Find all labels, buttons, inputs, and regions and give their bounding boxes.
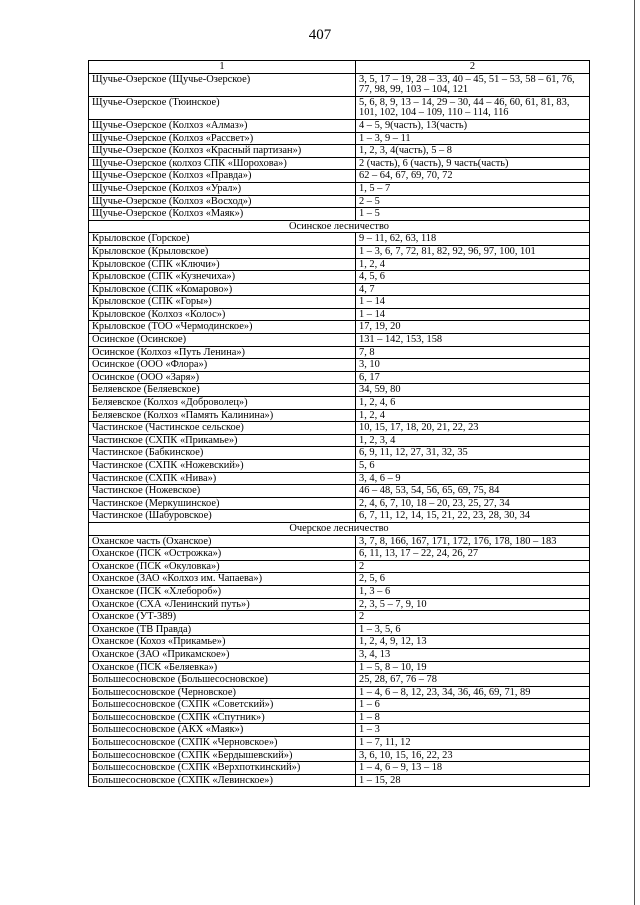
forestry-name-cell: Оханское (УТ-389) (89, 611, 356, 624)
quarter-numbers-cell: 5, 6 (356, 460, 590, 473)
forestry-name-cell: Большесосновское (АКХ «Маяк») (89, 724, 356, 737)
forestry-name-cell: Беляевское (Колхоз «Память Калинина») (89, 409, 356, 422)
quarter-numbers-cell: 2 (356, 560, 590, 573)
forestry-name-cell: Осинское (Осинское) (89, 334, 356, 347)
forestry-name-cell: Щучье-Озерское (Колхоз «Правда») (89, 170, 356, 183)
table-row (89, 636, 590, 649)
forestry-name-cell: Крыловское (Горское) (89, 233, 356, 246)
forestry-name-cell: Частинское (Бабкинское) (89, 447, 356, 460)
table-row (89, 460, 590, 473)
table-row (89, 258, 590, 271)
quarter-numbers-cell: 1, 2, 3, 4 (356, 434, 590, 447)
quarter-numbers-cell: 2, 5, 6 (356, 573, 590, 586)
quarter-numbers-cell: 3, 10 (356, 359, 590, 372)
table-row (89, 346, 590, 359)
quarter-numbers-cell: 1, 2, 4, 6 (356, 397, 590, 410)
forestry-name-cell: Оханское (Кохоз «Прикамье») (89, 636, 356, 649)
table-row (89, 737, 590, 750)
table-row (89, 686, 590, 699)
table-row (89, 371, 590, 384)
forestry-name-cell: Оханское (ПСК «Острожка») (89, 548, 356, 561)
forestry-name-cell: Большесосновское (Большесосновское) (89, 674, 356, 687)
forestry-name-cell: Крыловское (СПК «Ключи») (89, 258, 356, 271)
quarter-numbers-cell: 1, 5 – 7 (356, 182, 590, 195)
table-row (89, 510, 590, 523)
forestry-name-cell: Щучье-Озерское (Колхоз «Алмаз») (89, 119, 356, 132)
table-row (89, 497, 590, 510)
table-row (89, 573, 590, 586)
column-header-row (89, 61, 590, 74)
table-row (89, 535, 590, 548)
quarter-numbers-cell: 34, 59, 80 (356, 384, 590, 397)
quarter-numbers-cell: 3, 4, 6 – 9 (356, 472, 590, 485)
forestry-name-cell: Большесосновское (СХПК «Левинское») (89, 774, 356, 787)
forestry-name-cell: Частинское (СХПК «Прикамье») (89, 434, 356, 447)
quarter-numbers-cell: 1, 2, 4 (356, 258, 590, 271)
table-row (89, 434, 590, 447)
forestry-name-cell: Крыловское (СПК «Горы») (89, 296, 356, 309)
table-row (89, 182, 590, 195)
forestry-name-cell: Частинское (СХПК «Нива») (89, 472, 356, 485)
quarter-numbers-cell: 10, 15, 17, 18, 20, 21, 22, 23 (356, 422, 590, 435)
quarter-numbers-cell: 3, 4, 13 (356, 648, 590, 661)
quarter-numbers-cell: 9 – 11, 62, 63, 118 (356, 233, 590, 246)
section-title: Очерское лесничество (89, 522, 590, 535)
forestry-name-cell: Щучье-Озерское (Колхоз «Урал») (89, 182, 356, 195)
table-row (89, 195, 590, 208)
forestry-name-cell: Крыловское (Крыловское) (89, 245, 356, 258)
table-row (89, 560, 590, 573)
quarter-numbers-cell: 3, 6, 10, 15, 16, 22, 23 (356, 749, 590, 762)
table-row (89, 623, 590, 636)
quarter-numbers-cell: 1 – 5, 8 – 10, 19 (356, 661, 590, 674)
table-row (89, 283, 590, 296)
table-row (89, 271, 590, 284)
table-row (89, 661, 590, 674)
forestry-name-cell: Беляевское (Колхоз «Доброволец») (89, 397, 356, 410)
quarter-numbers-cell: 1 – 5 (356, 208, 590, 221)
table-row (89, 762, 590, 775)
table-row (89, 724, 590, 737)
table-row (89, 233, 590, 246)
quarter-numbers-cell: 2, 3, 5 – 7, 9, 10 (356, 598, 590, 611)
table-row (89, 384, 590, 397)
table-row (89, 409, 590, 422)
forestry-name-cell: Крыловское (СПК «Кузнечиха») (89, 271, 356, 284)
table-row (89, 585, 590, 598)
forestry-name-cell: Щучье-Озерское (Щучье-Озерское) (89, 73, 356, 96)
forestry-name-cell: Оханское (ТВ Правда) (89, 623, 356, 636)
quarter-numbers-cell: 3, 5, 17 – 19, 28 – 33, 40 – 45, 51 – 53, 58 – 61, 76, 77, 98, 99, 103 – 104, 121 (356, 73, 590, 96)
quarter-numbers-cell: 6, 7, 11, 12, 14, 15, 21, 22, 23, 28, 30, 34 (356, 510, 590, 523)
table-row (89, 674, 590, 687)
quarter-numbers-cell: 2 – 5 (356, 195, 590, 208)
quarter-numbers-cell: 4, 5, 6 (356, 271, 590, 284)
forestry-name-cell: Оханское (ЗАО «Колхоз им. Чапаева») (89, 573, 356, 586)
quarter-numbers-cell: 1, 2, 3, 4(часть), 5 – 8 (356, 145, 590, 158)
quarter-numbers-cell: 1 – 15, 28 (356, 774, 590, 787)
table-row (89, 699, 590, 712)
table-row (89, 472, 590, 485)
section-header-row (89, 220, 590, 233)
forestry-name-cell: Щучье-Озерское (колхоз СПК «Шорохова») (89, 157, 356, 170)
forestry-name-cell: Беляевское (Беляевское) (89, 384, 356, 397)
quarter-numbers-cell: 1 – 7, 11, 12 (356, 737, 590, 750)
quarter-numbers-cell: 1 – 14 (356, 296, 590, 309)
quarter-numbers-cell: 6, 17 (356, 371, 590, 384)
quarter-numbers-cell: 1, 3 – 6 (356, 585, 590, 598)
table-row (89, 611, 590, 624)
quarter-numbers-cell: 1, 2, 4 (356, 409, 590, 422)
column-header-1: 1 (89, 61, 356, 74)
table-row (89, 485, 590, 498)
table-row (89, 397, 590, 410)
forestry-name-cell: Большесосновское (СХПК «Черновское») (89, 737, 356, 750)
quarter-numbers-cell: 1 – 4, 6 – 8, 12, 23, 34, 36, 46, 69, 71, 89 (356, 686, 590, 699)
table-row (89, 296, 590, 309)
forestry-name-cell: Осинское (ООО «Заря») (89, 371, 356, 384)
forestry-name-cell: Осинское (ООО «Флора») (89, 359, 356, 372)
table-row (89, 119, 590, 132)
quarter-numbers-cell: 1 – 3, 6, 7, 72, 81, 82, 92, 96, 97, 100, 101 (356, 245, 590, 258)
quarter-numbers-cell: 3, 7, 8, 166, 167, 171, 172, 176, 178, 180 – 183 (356, 535, 590, 548)
forestry-name-cell: Щучье-Озерское (Колхоз «Красный партизан») (89, 145, 356, 158)
forestry-name-cell: Большесосновское (СХПК «Советский») (89, 699, 356, 712)
forestry-name-cell: Большесосновское (СХПК «Бердышевский») (89, 749, 356, 762)
table-row (89, 145, 590, 158)
quarter-numbers-cell: 1 – 8 (356, 711, 590, 724)
forestry-name-cell: Большесосновское (СХПК «Спутник») (89, 711, 356, 724)
quarter-numbers-cell: 6, 9, 11, 12, 27, 31, 32, 35 (356, 447, 590, 460)
quarter-numbers-cell: 131 – 142, 153, 158 (356, 334, 590, 347)
forestry-name-cell: Частинское (Частинское сельское) (89, 422, 356, 435)
quarter-numbers-cell: 5, 6, 8, 9, 13 – 14, 29 – 30, 44 – 46, 60, 61, 81, 83, 101, 102, 104 – 109, 110 – 114, 116 (356, 96, 590, 119)
forestry-name-cell: Частинское (Ножевское) (89, 485, 356, 498)
quarter-numbers-cell: 2 (356, 611, 590, 624)
quarter-numbers-cell: 46 – 48, 53, 54, 56, 65, 69, 75, 84 (356, 485, 590, 498)
forestry-name-cell: Оханское (СХА «Ленинский путь») (89, 598, 356, 611)
forestry-name-cell: Оханское (ПСК «Беляевка») (89, 661, 356, 674)
quarter-numbers-cell: 1 – 4, 6 – 9, 13 – 18 (356, 762, 590, 775)
forestry-name-cell: Оханское часть (Оханское) (89, 535, 356, 548)
quarter-numbers-cell: 25, 28, 67, 76 – 78 (356, 674, 590, 687)
forestry-name-cell: Частинское (Меркушинское) (89, 497, 356, 510)
forestry-name-cell: Щучье-Озерское (Колхоз «Рассвет») (89, 132, 356, 145)
quarter-numbers-cell: 7, 8 (356, 346, 590, 359)
table-row (89, 422, 590, 435)
quarter-numbers-cell: 4, 7 (356, 283, 590, 296)
column-header-2: 2 (356, 61, 590, 74)
table-row (89, 96, 590, 119)
forestry-name-cell: Щучье-Озерское (Тюинское) (89, 96, 356, 119)
forestry-name-cell: Большесосновское (СХПК «Верхпоткинский») (89, 762, 356, 775)
table-row (89, 598, 590, 611)
table-row (89, 170, 590, 183)
quarter-numbers-cell: 2, 4, 6, 7, 10, 18 – 20, 23, 25, 27, 34 (356, 497, 590, 510)
forestry-name-cell: Щучье-Озерское (Колхоз «Восход») (89, 195, 356, 208)
quarter-numbers-cell: 1 – 3, 9 – 11 (356, 132, 590, 145)
page-number: 407 (308, 27, 332, 43)
quarters-table (88, 60, 590, 787)
forestry-name-cell: Крыловское (СПК «Комарово») (89, 283, 356, 296)
quarter-numbers-cell: 1 – 14 (356, 308, 590, 321)
forestry-name-cell: Оханское (ПСК «Хлебороб») (89, 585, 356, 598)
forestry-name-cell: Крыловское (ТОО «Чермодинское») (89, 321, 356, 334)
table-row (89, 308, 590, 321)
table-row (89, 548, 590, 561)
forestry-name-cell: Частинское (Шабуровское) (89, 510, 356, 523)
forestry-name-cell: Осинское (Колхоз «Путь Ленина») (89, 346, 356, 359)
table-row (89, 359, 590, 372)
quarter-numbers-cell: 6, 11, 13, 17 – 22, 24, 26, 27 (356, 548, 590, 561)
table-row (89, 447, 590, 460)
quarter-numbers-cell: 17, 19, 20 (356, 321, 590, 334)
quarter-numbers-cell: 1 – 6 (356, 699, 590, 712)
forestry-name-cell: Щучье-Озерское (Колхоз «Маяк») (89, 208, 356, 221)
table-row (89, 245, 590, 258)
quarter-numbers-cell: 1, 2, 4, 9, 12, 13 (356, 636, 590, 649)
quarter-numbers-cell: 1 – 3 (356, 724, 590, 737)
scan-edge-line (634, 0, 635, 905)
forestry-name-cell: Оханское (ЗАО «Прикамское») (89, 648, 356, 661)
forestry-name-cell: Большесосновское (Черновское) (89, 686, 356, 699)
forestry-name-cell: Частинское (СХПК «Ножевский») (89, 460, 356, 473)
quarter-numbers-cell: 4 – 5, 9(часть), 13(часть) (356, 119, 590, 132)
quarter-numbers-cell: 1 – 3, 5, 6 (356, 623, 590, 636)
table-row (89, 334, 590, 347)
table-row (89, 749, 590, 762)
table-row (89, 774, 590, 787)
table-row (89, 157, 590, 170)
section-header-row (89, 522, 590, 535)
quarter-numbers-cell: 62 – 64, 67, 69, 70, 72 (356, 170, 590, 183)
table-row (89, 132, 590, 145)
table-row (89, 208, 590, 221)
table-body (89, 73, 590, 787)
table-row (89, 648, 590, 661)
quarter-numbers-cell: 2 (часть), 6 (часть), 9 часть(часть) (356, 157, 590, 170)
forestry-name-cell: Оханское (ПСК «Окуловка») (89, 560, 356, 573)
table-row (89, 73, 590, 96)
table-row (89, 321, 590, 334)
forestry-name-cell: Крыловское (Колхоз «Колос») (89, 308, 356, 321)
section-title: Осинское лесничество (89, 220, 590, 233)
table-row (89, 711, 590, 724)
